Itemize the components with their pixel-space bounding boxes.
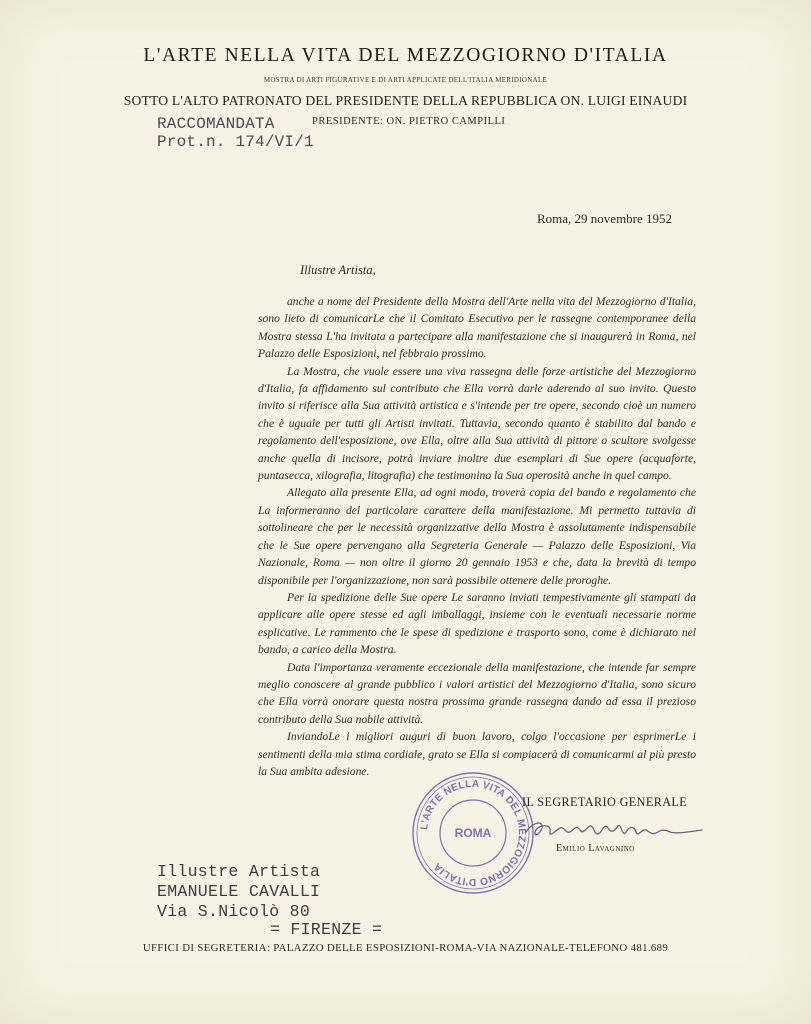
seal-ring-text: L'ARTE NELLA VITA DEL MEZZOGIORNO D'ITALIA bbox=[419, 778, 528, 888]
signatory-title: IL SEGRETARIO GENERALE bbox=[522, 795, 688, 809]
signatory-name: Emilio Lavagnino bbox=[556, 843, 635, 854]
handwritten-signature bbox=[522, 808, 707, 846]
body-paragraph: La Mostra, che vuole essere una viva rassegna delle forze artistiche del Mezzogiorno d'Italia, fa affidamento sul contributo che Ella vorrà darle aderendo al suo invito. Questo invito si riferisce alla Sua attività artistica e s'intende per tre opere, secondo cioè un numero che è uguale per tutti gli Artisti invitati. Tuttavia, secondo quanto è stabilito dal bando e regolamento dell'esposizione, ove Ella, oltre alla Sua attività di pittore o scultore svolgesse anche quella di incisore, potrà inviare inoltre due esemplari di Sue opere (acquaforte, puntasecca, xilografia, litografia) che testimonino la Sua operosità anche in quel campo. bbox=[258, 364, 696, 483]
letterhead-footer: UFFICI DI SEGRETERIA: PALAZZO DELLE ESPOSIZIONI-ROMA-VIA NAZIONALE-TELEFONO 481.689 bbox=[142, 942, 669, 954]
letter-body bbox=[258, 293, 696, 780]
letterhead-patronage: SOTTO L'ALTO PATRONATO DEL PRESIDENTE DELLA REPUBBLICA ON. LUIGI EINAUDI bbox=[123, 93, 688, 108]
recipient-line: Illustre Artista bbox=[157, 862, 321, 881]
letterhead-president: PRESIDENTE: ON. PIETRO CAMPILLI bbox=[312, 116, 506, 127]
registered-mail-stamp: RACCOMANDATA bbox=[157, 115, 275, 133]
body-paragraph: Allegato alla presente Ella, ad ogni modo, troverà copia del bando e regolamento che La informeranno del particolare carattere della manifestazione. Mi permetto tuttavia di sottolineare che per le necessità organizzative della Mostra è assolutamente indispensabile che le Sue opere pervengano alla Segreteria Generale — Palazzo delle Esposizioni, Via Nazionale, Roma — non oltre il giorno 20 gennaio 1953 e che, data la brevità di tempo disponibile per l'organizzazione, non sarà possibile ottenere delle proroghe. bbox=[258, 486, 696, 587]
body-paragraph: Data l'importanza veramente eccezionale della manifestazione, che intende far sempre meglio conoscere al grande pubblico i valori artistici del Mezzogiorno d'Italia, sono sicuro che Ella vorrà onorare questa nostra prossima grande rassegna dando ad essa il prezioso contributo della Sua nobile attività. bbox=[258, 660, 696, 726]
official-seal-stamp bbox=[410, 770, 536, 896]
seal-center-text: ROMA bbox=[454, 826, 492, 840]
body-paragraph: Per la spedizione delle Sue opere Le saranno inviati tempestivamente gli stampati da applicare alle opere stesse ed agli imballaggi, insieme con le eventuali necessarie norme esplicative. Le rammento che le spese di spedizione e trasporto sono, come è dichiarato nel bando, a carico della Mostra. bbox=[258, 590, 696, 657]
letter-date: Roma, 29 novembre 1952 bbox=[537, 211, 673, 226]
recipient-city: = FIRENZE = bbox=[270, 920, 383, 939]
letterhead-subtitle: MOSTRA DI ARTI FIGURATIVE E DI ARTI APPLICATE DELL'ITALIA MERIDIONALE bbox=[263, 76, 548, 84]
body-paragraph: anche a nome del Presidente della Mostra dell'Arte nella vita del Mezzogiorno d'Italia, sono lieto di comunicarLe che il Comitato Esecutivo per le rassegne contemporanee della Mostra stessa L'ha invitata a partecipare alla manifestazione che si inaugurerà in Roma, nel Palazzo delle Esposizioni, nel febbraio prossimo. bbox=[258, 295, 696, 361]
protocol-number: Prot.n. 174/VI/1 bbox=[157, 133, 314, 151]
recipient-name: EMANUELE CAVALLI bbox=[157, 882, 321, 901]
letterhead-title: L'ARTE NELLA VITA DEL MEZZOGIORNO D'ITALIA bbox=[143, 45, 668, 66]
body-paragraph: InviandoLe i migliori auguri di buon lavoro, colgo l'occasione per esprimerLe i sentimenti della mia stima cordiale, grato se Ella si compiacerà di comunicarmi al più presto la Sua ambita adesione. bbox=[258, 730, 696, 778]
salutation: Illustre Artista, bbox=[300, 263, 376, 277]
recipient-street: Via S.Nicolò 80 bbox=[157, 902, 311, 921]
